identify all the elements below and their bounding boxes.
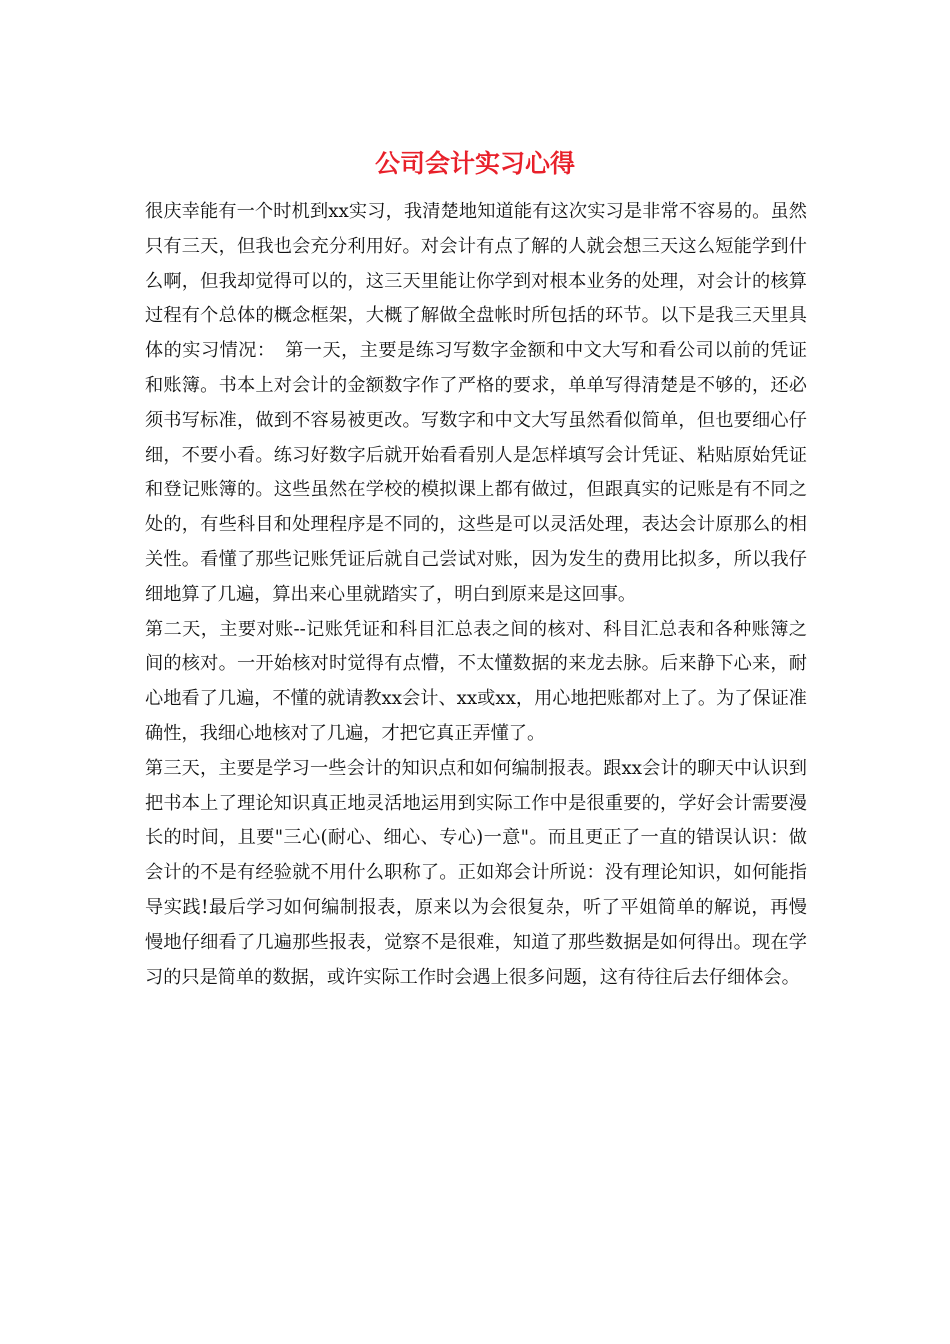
document-title: 公司会计实习心得 [374, 149, 575, 178]
paragraph-day-one: 很庆幸能有一个时机到xx实习，我清楚地知道能有这次实习是非常不容易的。虽然只有三天，但我也会充分利用好。对会计有点了解的人就会想三天这么短能学到什么啊，但我却觉得可以的，这三天里能让你学到对根本业务的处理，对会计的核算过程有个总体的概念框架，大概了解做全盘帐时所包括的环节。以下是我三天里具体的实习情况： 第一天，主要是练习写数字金额和中文大写和看公司以前的凭证和账簿。书本上对会计的金额数字作了严格的要求，单单写得清楚是不够的，还必须书写标准，做到不容易被更改。写数字和中文大写虽然看似简单，但也要细心仔细，不要小看。练习好数字后就开始看看别人是怎样填写会计凭证、粘贴原始凭证和登记账簿的。这些虽然在学校的模拟课上都有做过，但跟真实的记账是有不同之处的，有些科目和处理程序是不同的，这些是可以灵活处理，表达会计原那么的相关性。看懂了那些记账凭证后就自己尝试对账，因为发生的费用比拟多，所以我仔细地算了几遍，算出来心里就踏实了，明白到原来是这回事。 [145, 201, 807, 605]
document-body [145, 195, 807, 995]
paragraph-day-two: 第二天，主要对账--记账凭证和科目汇总表之间的核对、科目汇总表和各种账簿之间的核对。一开始核对时觉得有点懵，不太懂数据的来龙去脉。后来静下心来，耐心地看了几遍，不懂的就请教xx会计、xx或xx，用心地把账都对上了。为了保证准确性，我细心地核对了几遍，才把它真正弄懂了。 [145, 618, 807, 744]
paragraph-day-three: 第三天，主要是学习一些会计的知识点和如何编制报表。跟xx会计的聊天中认识到把书本上了理论知识真正地灵活地运用到实际工作中是很重要的，学好会计需要漫长的时间，且要"三心(耐心、细心、专心)一意"。而且更正了一直的错误认识：做会计的不是有经验就不用什么职称了。正如郑会计所说：没有理论知识，如何能指导实践!最后学习如何编制报表，原来以为会很复杂，听了平姐简单的解说，再慢慢地仔细看了几遍那些报表，觉察不是很难，知道了那些数据是如何得出。现在学习的只是简单的数据，或许实际工作时会遇上很多问题，这有待往后去仔细体会。 [145, 757, 807, 988]
